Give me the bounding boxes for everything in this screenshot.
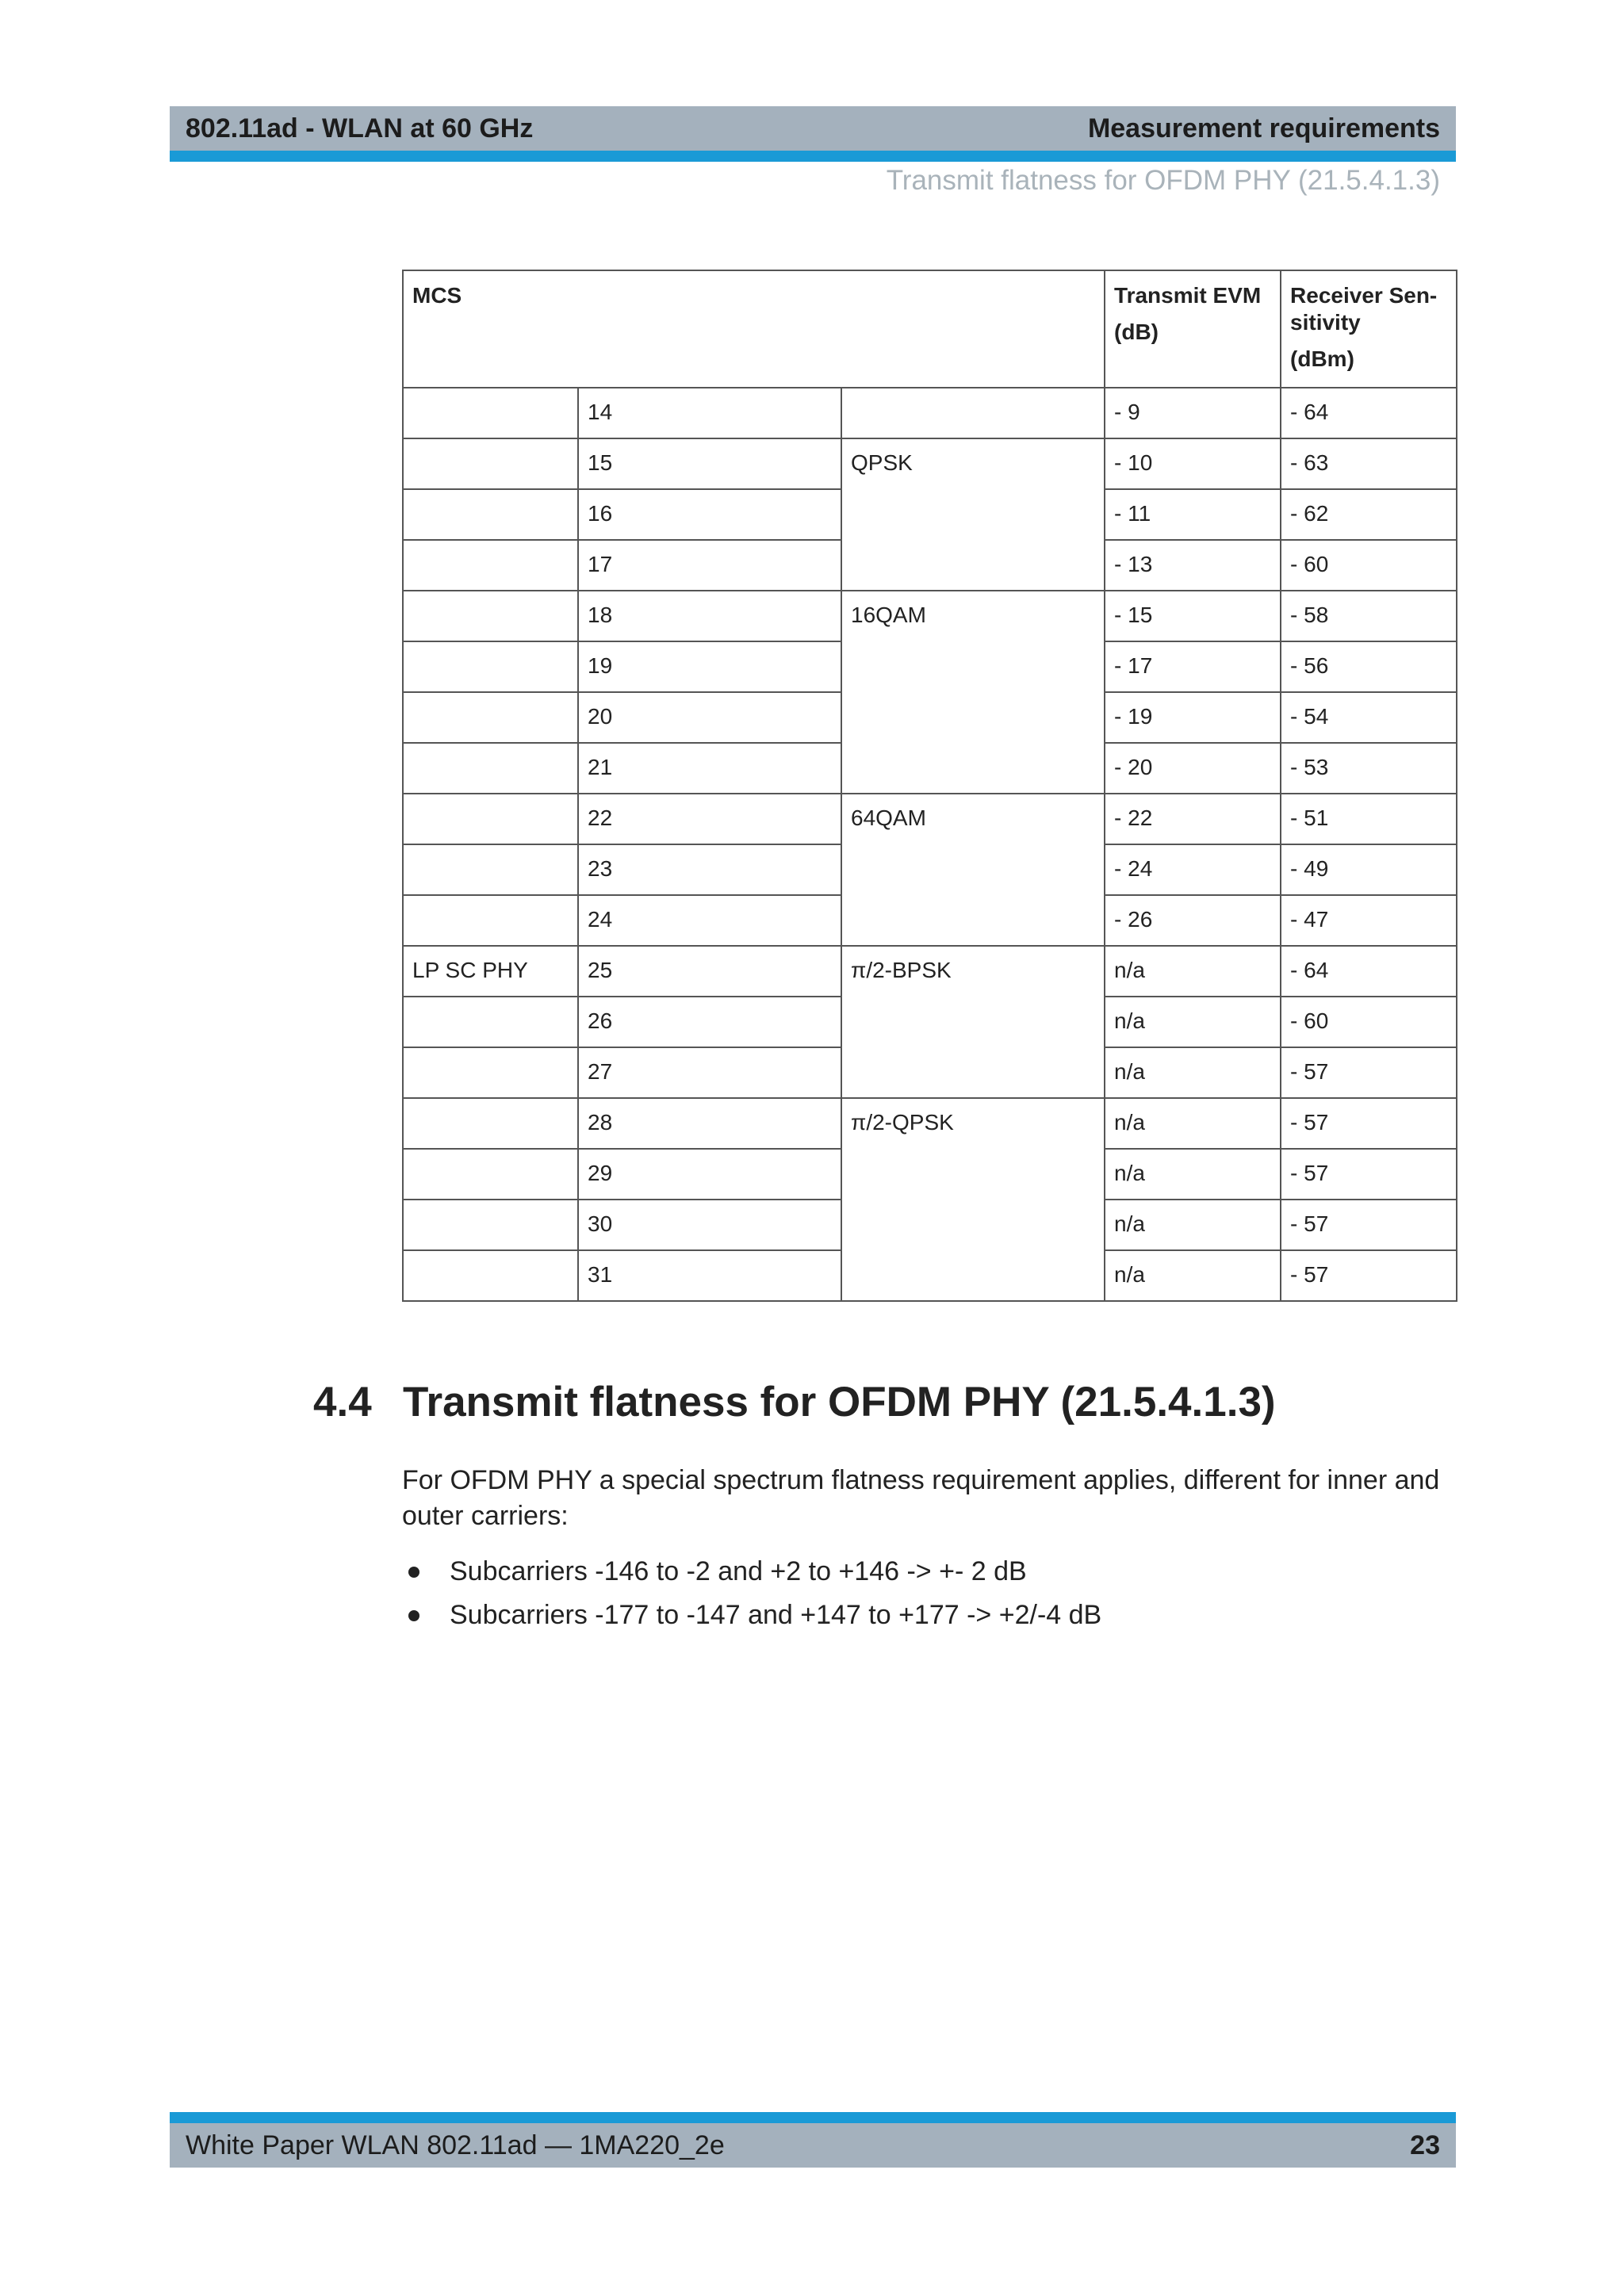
cell-phy bbox=[403, 743, 578, 794]
cell-transmit-evm: - 11 bbox=[1105, 489, 1281, 540]
header-left-title: 802.11ad - WLAN at 60 GHz bbox=[186, 113, 534, 144]
page-footer bbox=[170, 2123, 1456, 2168]
cell-modulation: π/2-BPSK bbox=[841, 946, 1105, 1098]
cell-phy bbox=[403, 1149, 578, 1200]
table-header-row bbox=[403, 270, 1457, 388]
cell-receiver-sensitivity: - 57 bbox=[1281, 1200, 1457, 1250]
cell-phy bbox=[403, 692, 578, 743]
cell-receiver-sensitivity: - 62 bbox=[1281, 489, 1457, 540]
header-evm-label: Transmit EVM bbox=[1114, 283, 1262, 308]
table-row bbox=[403, 1098, 1457, 1149]
table-row bbox=[403, 946, 1457, 997]
cell-mcs-index: 23 bbox=[578, 844, 841, 895]
cell-receiver-sensitivity: - 57 bbox=[1281, 1047, 1457, 1098]
cell-mcs-index: 15 bbox=[578, 438, 841, 489]
bullet-text: Subcarriers -146 to -2 and +2 to +146 -> +- 2 dB bbox=[450, 1556, 1027, 1586]
page-number: 23 bbox=[1410, 2130, 1440, 2160]
page-header bbox=[170, 106, 1456, 151]
cell-receiver-sensitivity: - 57 bbox=[1281, 1149, 1457, 1200]
section-number: 4.4 bbox=[313, 1379, 372, 1425]
cell-transmit-evm: - 19 bbox=[1105, 692, 1281, 743]
cell-modulation: 64QAM bbox=[841, 794, 1105, 946]
cell-transmit-evm: n/a bbox=[1105, 1250, 1281, 1301]
table-row bbox=[403, 388, 1457, 438]
cell-transmit-evm: - 10 bbox=[1105, 438, 1281, 489]
cell-transmit-evm: - 24 bbox=[1105, 844, 1281, 895]
cell-mcs-index: 28 bbox=[578, 1098, 841, 1149]
cell-receiver-sensitivity: - 60 bbox=[1281, 997, 1457, 1047]
cell-transmit-evm: n/a bbox=[1105, 1047, 1281, 1098]
cell-receiver-sensitivity: - 58 bbox=[1281, 591, 1457, 641]
list-item bbox=[402, 1594, 1449, 1637]
cell-transmit-evm: - 22 bbox=[1105, 794, 1281, 844]
header-evm-unit: (dB) bbox=[1114, 320, 1159, 344]
header-sens-unit: (dBm) bbox=[1290, 346, 1354, 371]
header-transmit-evm bbox=[1105, 270, 1281, 388]
cell-mcs-index: 21 bbox=[578, 743, 841, 794]
cell-phy: LP SC PHY bbox=[403, 946, 578, 997]
cell-mcs-index: 18 bbox=[578, 591, 841, 641]
cell-transmit-evm: n/a bbox=[1105, 1149, 1281, 1200]
cell-mcs-index: 22 bbox=[578, 794, 841, 844]
cell-transmit-evm: n/a bbox=[1105, 1098, 1281, 1149]
cell-phy bbox=[403, 895, 578, 946]
cell-phy bbox=[403, 844, 578, 895]
cell-phy bbox=[403, 641, 578, 692]
cell-mcs-index: 19 bbox=[578, 641, 841, 692]
cell-receiver-sensitivity: - 49 bbox=[1281, 844, 1457, 895]
cell-phy bbox=[403, 438, 578, 489]
footer-divider bbox=[170, 2112, 1456, 2123]
cell-transmit-evm: - 20 bbox=[1105, 743, 1281, 794]
cell-phy bbox=[403, 1047, 578, 1098]
bullet-list bbox=[402, 1550, 1449, 1637]
table-row bbox=[403, 438, 1457, 489]
cell-phy bbox=[403, 540, 578, 591]
cell-mcs-index: 24 bbox=[578, 895, 841, 946]
cell-transmit-evm: - 26 bbox=[1105, 895, 1281, 946]
list-item bbox=[402, 1550, 1449, 1594]
cell-receiver-sensitivity: - 51 bbox=[1281, 794, 1457, 844]
footer-document-title: White Paper WLAN 802.11ad — 1MA220_2e bbox=[186, 2130, 725, 2160]
cell-receiver-sensitivity: - 63 bbox=[1281, 438, 1457, 489]
header-sens-label: Receiver Sen-sitivity bbox=[1290, 283, 1438, 335]
section-title: Transmit flatness for OFDM PHY (21.5.4.1.3) bbox=[403, 1379, 1276, 1425]
cell-phy bbox=[403, 997, 578, 1047]
cell-transmit-evm: n/a bbox=[1105, 946, 1281, 997]
mcs-spec-table bbox=[402, 270, 1457, 1302]
cell-mcs-index: 27 bbox=[578, 1047, 841, 1098]
cell-mcs-index: 20 bbox=[578, 692, 841, 743]
table-row bbox=[403, 794, 1457, 844]
bullet-icon bbox=[408, 1567, 419, 1578]
cell-mcs-index: 16 bbox=[578, 489, 841, 540]
header-mcs: MCS bbox=[403, 270, 1105, 388]
cell-transmit-evm: - 9 bbox=[1105, 388, 1281, 438]
table-body bbox=[403, 388, 1457, 1301]
cell-phy bbox=[403, 591, 578, 641]
cell-receiver-sensitivity: - 60 bbox=[1281, 540, 1457, 591]
cell-mcs-index: 29 bbox=[578, 1149, 841, 1200]
cell-receiver-sensitivity: - 47 bbox=[1281, 895, 1457, 946]
cell-phy bbox=[403, 1200, 578, 1250]
cell-phy bbox=[403, 1098, 578, 1149]
cell-transmit-evm: - 17 bbox=[1105, 641, 1281, 692]
cell-receiver-sensitivity: - 53 bbox=[1281, 743, 1457, 794]
cell-modulation: QPSK bbox=[841, 438, 1105, 591]
cell-phy bbox=[403, 489, 578, 540]
cell-receiver-sensitivity: - 57 bbox=[1281, 1250, 1457, 1301]
cell-modulation: 16QAM bbox=[841, 591, 1105, 794]
cell-mcs-index: 26 bbox=[578, 997, 841, 1047]
header-right-title: Measurement requirements bbox=[1087, 113, 1440, 144]
section-intro: For OFDM PHY a special spectrum flatness requirement applies, different for inner and outer carriers: bbox=[402, 1465, 1440, 1531]
cell-receiver-sensitivity: - 57 bbox=[1281, 1098, 1457, 1149]
cell-modulation: π/2-QPSK bbox=[841, 1098, 1105, 1301]
cell-receiver-sensitivity: - 64 bbox=[1281, 388, 1457, 438]
table-row bbox=[403, 591, 1457, 641]
cell-mcs-index: 30 bbox=[578, 1200, 841, 1250]
cell-transmit-evm: - 13 bbox=[1105, 540, 1281, 591]
cell-phy bbox=[403, 1250, 578, 1301]
cell-mcs-index: 31 bbox=[578, 1250, 841, 1301]
cell-transmit-evm: n/a bbox=[1105, 997, 1281, 1047]
bullet-icon bbox=[408, 1610, 419, 1621]
cell-receiver-sensitivity: - 54 bbox=[1281, 692, 1457, 743]
cell-mcs-index: 25 bbox=[578, 946, 841, 997]
cell-mcs-index: 17 bbox=[578, 540, 841, 591]
cell-mcs-index: 14 bbox=[578, 388, 841, 438]
cell-transmit-evm: - 15 bbox=[1105, 591, 1281, 641]
cell-receiver-sensitivity: - 64 bbox=[1281, 946, 1457, 997]
header-divider bbox=[170, 151, 1456, 162]
cell-receiver-sensitivity: - 56 bbox=[1281, 641, 1457, 692]
cell-modulation bbox=[841, 388, 1105, 438]
cell-transmit-evm: n/a bbox=[1105, 1200, 1281, 1250]
section-heading bbox=[313, 1378, 1276, 1426]
cell-phy bbox=[403, 388, 578, 438]
bullet-text: Subcarriers -177 to -147 and +147 to +177 -> +2/-4 dB bbox=[450, 1600, 1102, 1630]
header-receiver-sensitivity bbox=[1281, 270, 1457, 388]
cell-phy bbox=[403, 794, 578, 844]
running-subtitle: Transmit flatness for OFDM PHY (21.5.4.1.3) bbox=[886, 165, 1440, 196]
